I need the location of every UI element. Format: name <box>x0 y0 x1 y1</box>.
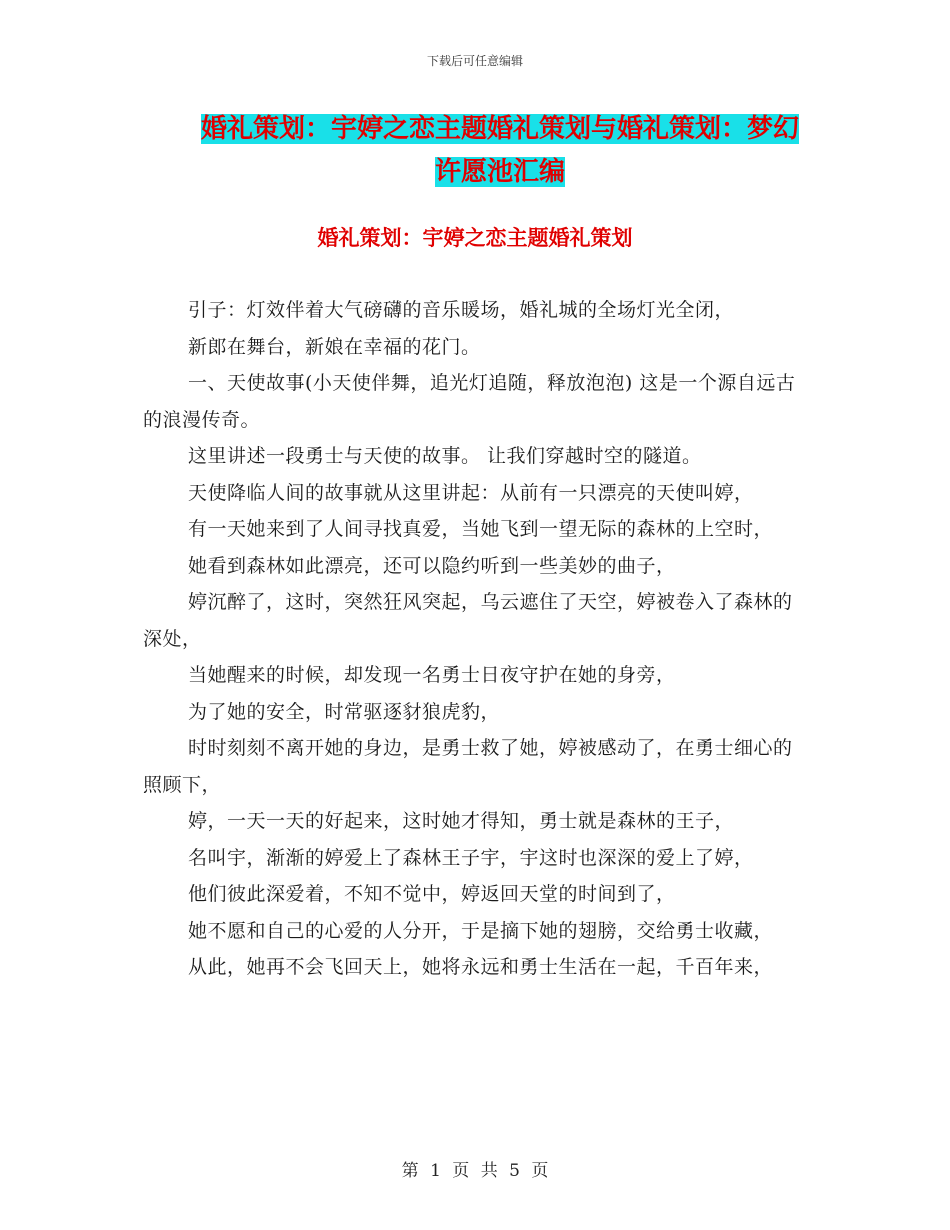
main-title <box>150 108 850 194</box>
paragraph: 她看到森林如此漂亮，还可以隐约听到一些美妙的曲子， <box>188 554 676 577</box>
body-text <box>143 292 809 986</box>
paragraph: 这里讲述一段勇士与天使的故事。 让我们穿越时空的隧道。 <box>188 445 702 467</box>
paragraph: 婷，一天一天的好起来，这时她才得知，勇士就是森林的王子， <box>188 810 735 832</box>
paragraph: 新郎在舞台，新娘在幸福的花门。 <box>188 335 481 358</box>
paragraph: 引子：灯效伴着大气磅礴的音乐暖场，婚礼城的全场灯光全闭， <box>188 299 735 321</box>
main-title-line-1: 婚礼策划：宇婷之恋主题婚礼策划与婚礼策划：梦幻 <box>200 114 799 144</box>
paragraph: 她不愿和自己的心爱的人分开，于是摘下她的翅膀，交给勇士收藏， <box>188 919 774 942</box>
paragraph: 天使降临人间的故事就从这里讲起：从前有一只漂亮的天使叫婷， <box>188 481 754 504</box>
paragraph: 当她醒来的时候，却发现一名勇士日夜守护在她的身旁， <box>188 664 676 686</box>
main-title-line-2: 许愿池汇编 <box>434 157 565 187</box>
paragraph: 时时刻刻不离开她的身边，是勇士救了她，婷被感动了，在勇士细心的照顾下， <box>143 737 793 796</box>
paragraph: 从此，她再不会飞回天上，她将永远和勇士生活在一起，千百年来， <box>188 956 774 978</box>
paragraph: 为了她的安全，时常驱逐豺狼虎豹， <box>188 700 501 723</box>
header-note: 下载后可任意编辑 <box>426 54 523 68</box>
paragraph: 名叫宇，渐渐的婷爱上了森林王子宇，宇这时也深深的爱上了婷， <box>188 846 754 869</box>
paragraph: 婷沉醉了，这时，突然狂风突起，乌云遮住了天空，婷被卷入了森林的深处， <box>143 591 793 650</box>
paragraph: 一、天使故事(小天使伴舞，追光灯追随，释放泡泡) 这是一个源自远古的浪漫传奇。 <box>143 372 796 431</box>
paragraph: 有一天她来到了人间寻找真爱，当她飞到一望无际的森林的上空时， <box>188 518 774 540</box>
section-title: 婚礼策划：宇婷之恋主题婚礼策划 <box>317 225 633 250</box>
page-footer: 第 1 页 共 5 页 <box>401 1161 549 1181</box>
paragraph: 他们彼此深爱着，不知不觉中，婷返回天堂的时间到了， <box>188 883 676 905</box>
